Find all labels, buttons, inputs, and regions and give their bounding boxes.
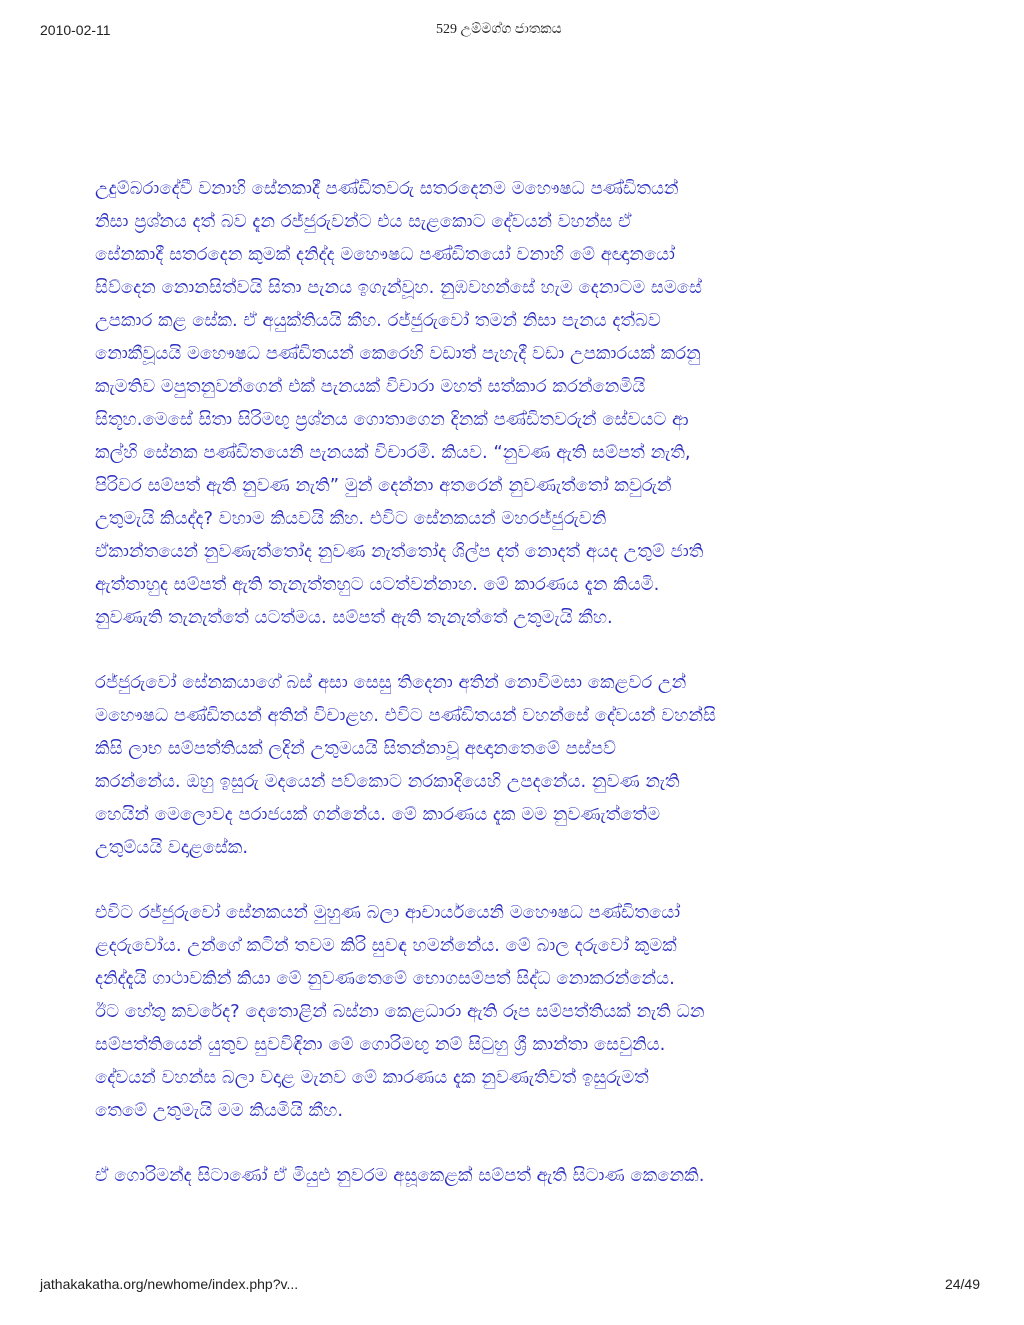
text-line: රජ්ජුරුවෝ සේනකයාගේ බස් අසා සෙසු තිදෙනා අතින් නොවිමසා කෙළවර උන් [95,672,687,693]
text-line: සිව්දෙන නොනසිත්වයි සිතා පැනය ඉගැන්වූහ. නුඹවහන්සේ හැම දෙනාටම සමසේ [95,277,702,298]
text-line: කරන්නේය. ඔහු ඉසුරු මදයෙන් පව්කොට නරකාදියෙහි උපදනේය. නුවණ නැති [95,771,680,792]
text-line: සිතූහ.මෙසේ සිතා සිරිමඟු ප්‍රශ්නය ගොතාගෙන දිනක් පණ්ඩිතවරුන් සේවයට ආ [95,409,689,430]
text-line: කල්හි සේනක පණ්ඩිතයෙනි පැනයක් විචාරමි. කියව. “නුවණ ඇති සම්පත් නැති, [95,442,691,463]
text-line: දේවයන් වහන්ස බලා වදාළ මැනව මේ කාරණය දැක නුවණැතිවත් ඉසුරුමත් [95,1067,649,1088]
text-line: තෙමේ උතුමැයි මම කියමියි කීහ. [95,1100,344,1121]
text-line: නුවණැති තැනැත්තේ යටත්මය. සම්පත් ඇති තැනැත්තේ උතුමැයි කීහ. [95,607,613,628]
paragraph-1 [95,172,885,634]
text-line: ඊට හේතු කවරේද? දෙතොළින් බස්නා කෙළධාරා ඇති රූප සම්පත්තියක් නැති ධන [95,1001,705,1022]
document-body [95,172,885,1224]
paragraph-2 [95,666,885,864]
text-line: මහෞෂධ පණ්ඩිතයන් අතින් විචාළහ. එවිට පණ්ඩිතයන් වහන්සේ දේවයන් වහන්සි [95,705,716,726]
text-line: කැමතිව මපුතනුවන්ගෙන් එක් පැනයක් විචාරා මහත් සත්කාර කරන්නෙමියි [95,376,646,397]
page-header [40,22,984,44]
text-line: ඒකාන්තයෙන් නුවණැත්තෝද නුවණ නැත්තෝද ශිල්ප දත් නොදත් අයද උතුම් ජාති [95,541,704,562]
text-line: උපකාර කළ සේක. ඒ අයුක්තියයි කීහ. රජ්ජුරුවෝ තමන් නිසා පැනය දත්බව [95,310,661,331]
text-line: නොකීවූයයි මහෞෂධ පණ්ඩිතයන් කෙරෙහි වඩාත් පැහැදී වඩා උපකාරයක් කරනු [95,343,701,364]
text-line: සම්පත්තියෙන් යුතුව සුවවිඳිනා මේ ගොරිමඟු නම් සිටුහු ශ්‍රී කාන්තා සෙවුනිය. [95,1034,666,1055]
text-line: කිසි ලාභ සම්පත්තියක් ලදින් උතුමයයි සිතන්නාවූ අඥානතෙමේ පස්පව් [95,738,616,759]
text-line: සේනකාදී සතරදෙන කුමක් දනිද්ද මහෞෂධ පණ්ඩිතයෝ වනාහි මේ අඥානයෝ [95,244,675,265]
page-number: 24/49 [944,1276,980,1292]
text-line: පිරිවර සම්පත් ඇති නුවණ නැති” මුන් දෙන්නා අතරෙන් නුවණැත්තෝ කවුරුන් [95,475,672,496]
text-line: උදුම්බරාදේවී වනාහි සේනකාදී පණ්ඩිතවරු සතරදෙනම මහෞෂධ පණ්ඩිතයන් [95,178,679,199]
paragraph-3 [95,896,885,1127]
text-line: හෙයින් මෙලොවද පරාජයක් ගන්නේය. මේ කාරණය දැක මම නුවණැත්තේම [95,804,661,825]
header-title: 529 උම්මග්ග ජාතකය [436,22,562,37]
text-line: එවිට රජ්ජුරුවෝ සේනකයන් මුහුණ බලා ආචාර්යයෙනි මහෞෂධ පණ්ඩිතයෝ [95,902,681,923]
paragraph-4 [95,1159,885,1192]
text-line: නිසා ප්‍රශ්නය දත් බව දැන රජ්ජුරුවන්ට එය සැළකොට දේවයන් වහන්ස ඒ [95,211,632,232]
text-line: උතුමැයි කියද්ද? වහාම කියවයි කීහ. එවිට සේනකයන් මහරජ්ජුරුවනි [95,508,607,529]
footer-url: jathakakatha.org/newhome/index.php?v... [40,1276,299,1292]
text-line: උතුම්යයි වදාළසේක. [95,837,249,858]
text-line: දනිද්දැයි ගාථාවකින් කියා මේ නුවණතෙමේ භොගසම්පත් සිද්ධ නොකරන්නේය. [95,968,675,989]
text-line: ළදරුවෝය. උන්ගේ කටින් තවම කිරි සුවඳ හමන්නේය. මේ බාල දරුවෝ කුමක් [95,935,677,956]
text-line: ඒ ගොරිමන්ද සිටාණෝ ඒ මියුළු නුවරම අසූකෙළක් සම්පත් ඇති සිටාණ කෙනෙකි. [95,1165,705,1186]
header-date: 2010-02-11 [40,22,111,38]
text-line: ඇත්තාහුද සම්පත් ඇති තැනැත්තහුට යටත්වන්නාහ. මේ කාරණය දැන කියමි. [95,574,660,595]
page-footer [40,1276,980,1298]
